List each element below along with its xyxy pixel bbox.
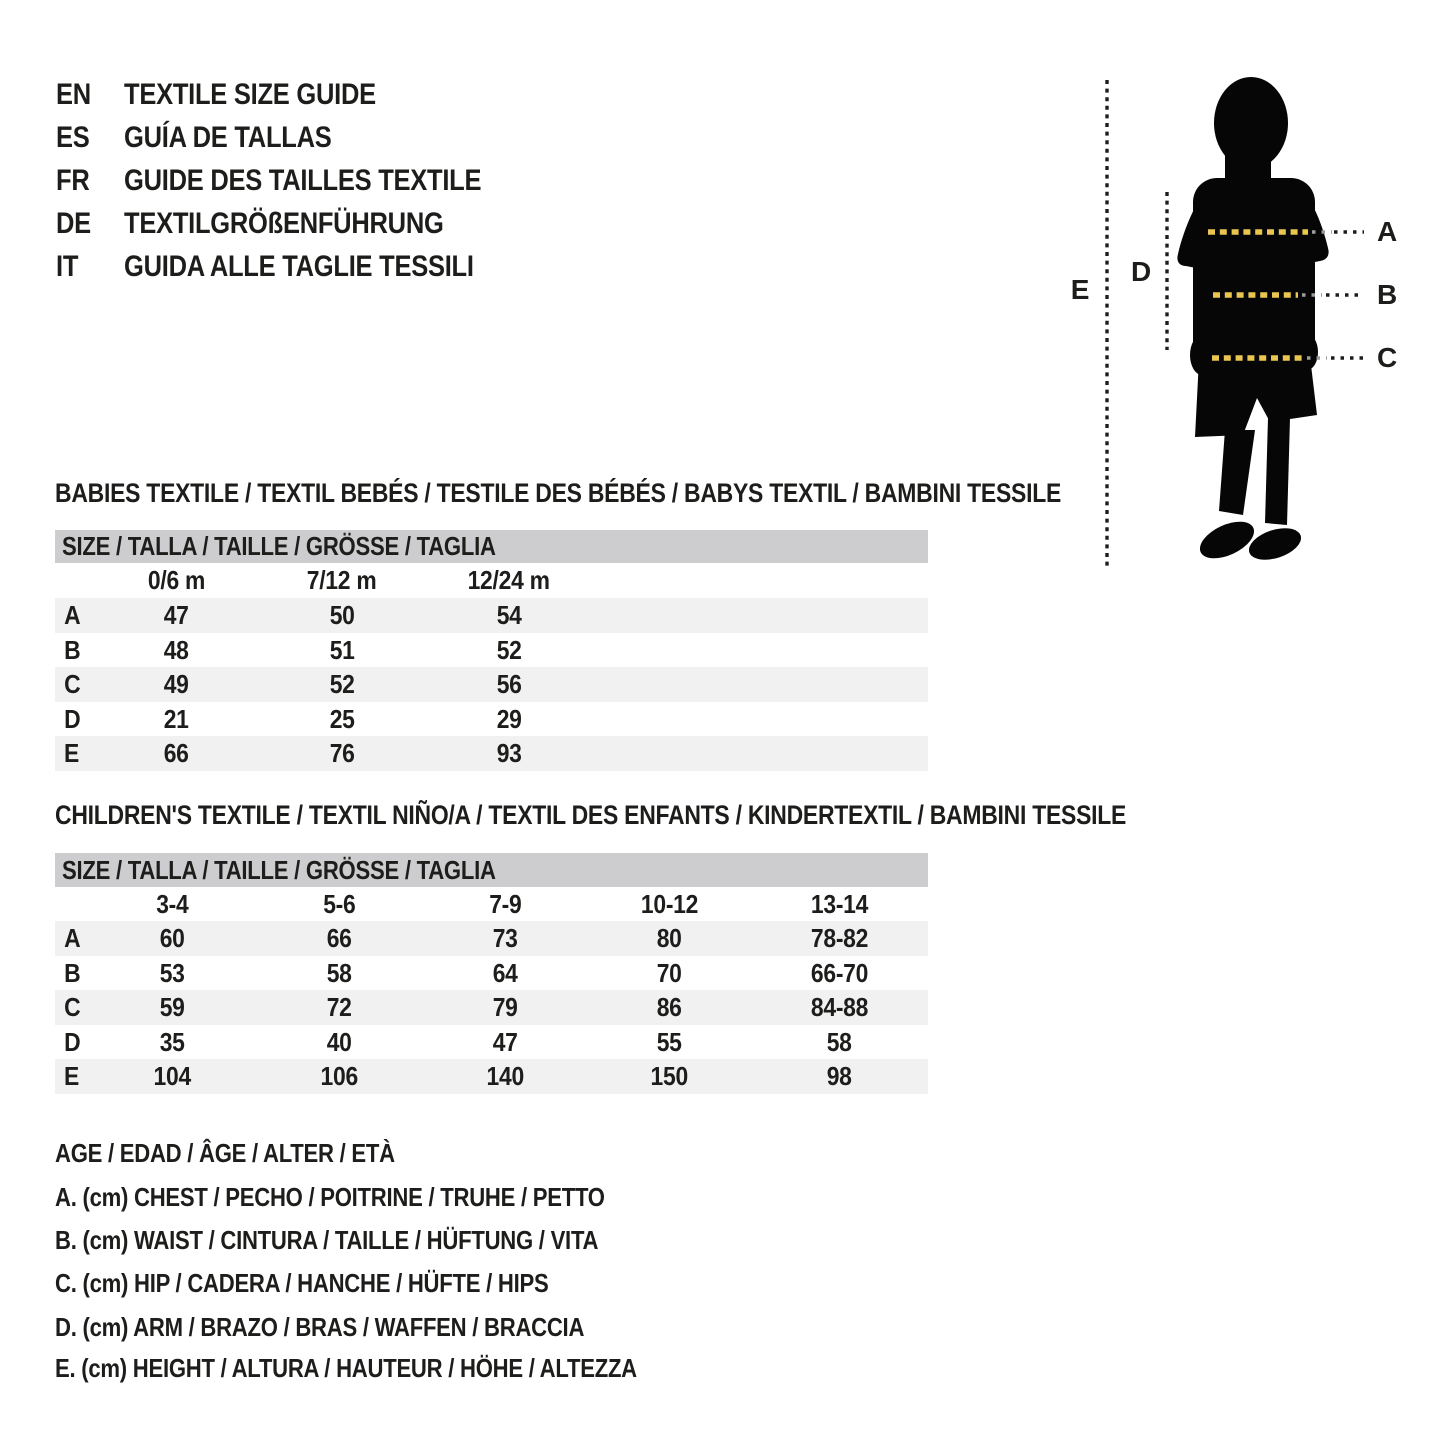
left-shoe-shape	[1194, 514, 1259, 566]
table-cell: 49	[163, 669, 189, 699]
babies-table-row-b	[55, 633, 928, 667]
figure-label-b: B	[1377, 279, 1397, 310]
row-label: C	[64, 669, 81, 699]
legend-waist-line: B. (cm) WAIST / CINTURA / TAILLE / HÜFTUNG / VITA	[55, 1225, 599, 1255]
table-cell: 93	[496, 738, 522, 768]
children-table-row-d	[55, 1025, 928, 1059]
table-cell: 140	[486, 1061, 524, 1091]
children-column-header: 3-4	[155, 889, 189, 919]
babies-table-row-d	[55, 702, 928, 736]
table-cell: 66	[326, 923, 352, 953]
children-table-row-a	[55, 921, 928, 956]
child-silhouette-figure	[1050, 60, 1420, 600]
table-cell: 104	[153, 1061, 191, 1091]
table-cell: 58	[326, 958, 352, 988]
babies-column-header: 7/12 m	[307, 565, 377, 595]
table-cell: 48	[163, 635, 189, 665]
table-cell: 106	[320, 1061, 358, 1091]
table-cell: 73	[492, 923, 518, 953]
babies-table-row-e	[55, 736, 928, 771]
legend-hip-line: C. (cm) HIP / CADERA / HANCHE / HÜFTE / HIPS	[55, 1268, 549, 1298]
table-cell: 52	[329, 669, 355, 699]
lang-code-fr: FR	[56, 164, 90, 197]
table-cell: 29	[496, 704, 522, 734]
lang-title-en: TEXTILE SIZE GUIDE	[124, 78, 376, 111]
table-cell: 70	[656, 958, 682, 988]
children-table-row-e	[55, 1059, 928, 1094]
lang-title-de: TEXTILGRÖßENFÜHRUNG	[124, 207, 444, 240]
babies-size-header-label: SIZE / TALLA / TAILLE / GRÖSSE / TAGLIA	[62, 531, 496, 561]
row-label: E	[64, 738, 80, 768]
shorts-shape	[1195, 340, 1317, 437]
table-cell: 55	[656, 1027, 682, 1057]
figure-label-c: C	[1377, 342, 1397, 373]
legend-arm-line: D. (cm) ARM / BRAZO / BRAS / WAFFEN / BRACCIA	[55, 1312, 585, 1342]
row-label: D	[64, 1027, 81, 1057]
children-column-header-row	[55, 887, 928, 921]
table-cell: 64	[492, 958, 518, 988]
right-shoe-shape	[1245, 522, 1305, 565]
table-cell: 86	[656, 992, 682, 1022]
children-table-row-b	[55, 956, 928, 990]
table-cell: 76	[329, 738, 355, 768]
lang-code-it: IT	[56, 250, 79, 283]
legend-age-line: AGE / EDAD / ÂGE / ALTER / ETÀ	[55, 1138, 395, 1168]
figure-label-a: A	[1377, 216, 1397, 247]
table-cell: 52	[496, 635, 522, 665]
lang-title-fr: GUIDE DES TAILLES TEXTILE	[124, 164, 482, 197]
row-label: D	[64, 704, 81, 734]
table-cell: 72	[326, 992, 352, 1022]
children-table-row-c	[55, 990, 928, 1025]
row-label: B	[64, 635, 81, 665]
table-cell: 150	[650, 1061, 688, 1091]
row-label: C	[64, 992, 81, 1022]
legend-height-line: E. (cm) HEIGHT / ALTURA / HAUTEUR / HÖHE / ALTEZZA	[55, 1353, 637, 1383]
babies-column-header-row	[55, 563, 928, 598]
table-cell: 25	[329, 704, 355, 734]
table-cell: 51	[329, 635, 355, 665]
table-cell: 53	[159, 958, 185, 988]
table-cell: 50	[329, 600, 355, 630]
babies-column-header: 12/24 m	[467, 565, 551, 595]
babies-table-row-a	[55, 598, 928, 633]
table-cell: 98	[826, 1061, 852, 1091]
babies-column-header: 0/6 m	[147, 565, 205, 595]
children-column-header: 13-14	[810, 889, 868, 919]
table-cell: 66-70	[810, 958, 868, 988]
lang-code-de: DE	[56, 207, 91, 240]
table-cell: 21	[163, 704, 189, 734]
figure-label-e: E	[1070, 274, 1090, 305]
babies-table-row-c	[55, 667, 928, 702]
row-label: B	[64, 958, 81, 988]
babies-section-heading: BABIES TEXTILE / TEXTIL BEBÉS / TESTILE DES BÉBÉS / BABYS TEXTIL / BAMBINI TESSILE	[55, 478, 1062, 508]
lang-title-es: GUÍA DE TALLAS	[124, 121, 332, 154]
children-column-header: 5-6	[322, 889, 356, 919]
row-label: A	[64, 600, 81, 630]
right-leg-shape	[1265, 418, 1290, 525]
table-cell: 84-88	[810, 992, 868, 1022]
children-size-header-label: SIZE / TALLA / TAILLE / GRÖSSE / TAGLIA	[62, 855, 496, 885]
row-label: A	[64, 923, 81, 953]
row-label: E	[64, 1061, 80, 1091]
children-size-header-bar	[55, 853, 928, 887]
table-cell: 56	[496, 669, 522, 699]
babies-size-header-bar	[55, 530, 928, 563]
table-cell: 54	[496, 600, 522, 630]
legend-chest-line: A. (cm) CHEST / PECHO / POITRINE / TRUHE / PETTO	[55, 1182, 605, 1212]
lang-title-it: GUIDA ALLE TAGLIE TESSILI	[124, 250, 474, 283]
table-cell: 58	[826, 1027, 852, 1057]
children-column-header: 7-9	[488, 889, 522, 919]
table-cell: 47	[163, 600, 189, 630]
table-cell: 59	[159, 992, 185, 1022]
table-cell: 80	[656, 923, 682, 953]
lang-code-en: EN	[56, 78, 91, 111]
table-cell: 35	[159, 1027, 185, 1057]
table-cell: 78-82	[810, 923, 868, 953]
children-column-header: 10-12	[640, 889, 698, 919]
table-cell: 79	[492, 992, 518, 1022]
children-section-heading: CHILDREN'S TEXTILE / TEXTIL NIÑO/A / TEXTIL DES ENFANTS / KINDERTEXTIL / BAMBINI TESSILE	[55, 800, 1127, 830]
table-cell: 60	[159, 923, 185, 953]
lang-code-es: ES	[56, 121, 90, 154]
figure-label-d: D	[1131, 256, 1151, 287]
table-cell: 47	[492, 1027, 518, 1057]
table-cell: 40	[326, 1027, 352, 1057]
table-cell: 66	[163, 738, 189, 768]
